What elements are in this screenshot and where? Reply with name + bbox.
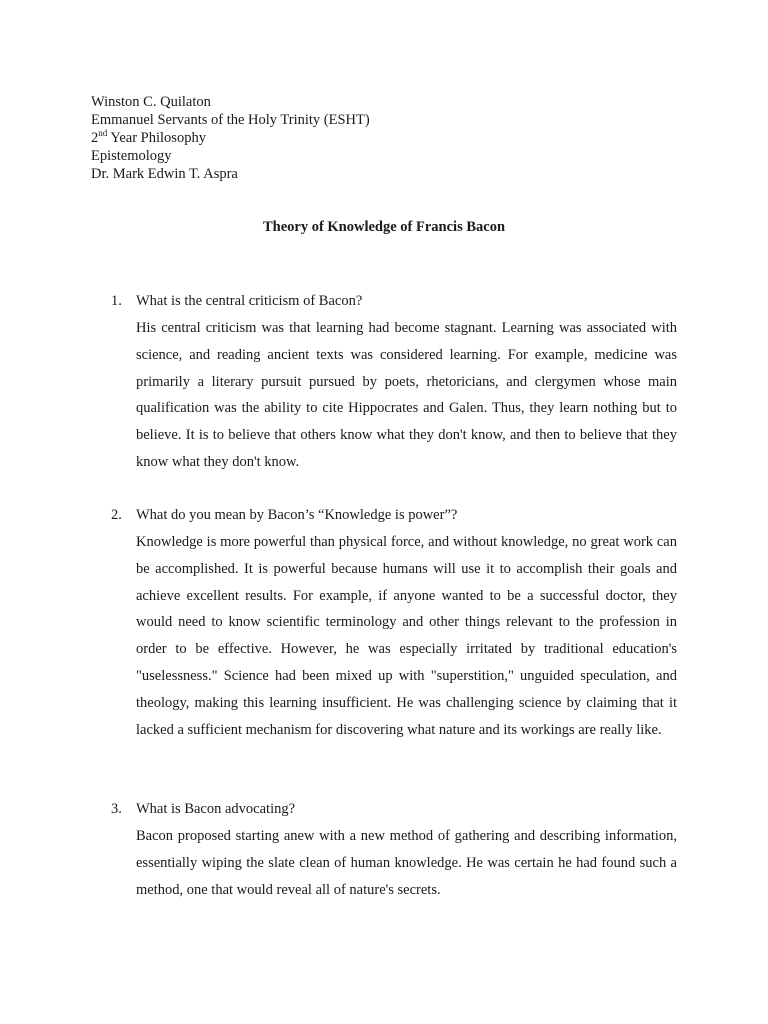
course-name: Epistemology	[91, 148, 172, 164]
question	[111, 505, 677, 525]
question	[111, 799, 677, 819]
year-level	[91, 129, 370, 147]
question-number: 3.	[111, 801, 122, 817]
year-ordinal-suffix: nd	[98, 128, 108, 139]
year-number: 2	[91, 130, 99, 146]
instructor-name: Dr. Mark Edwin T. Aspra	[91, 166, 238, 182]
question-text: What is Bacon advocating?	[136, 801, 296, 817]
author-name: Winston C. Quilaton	[91, 94, 211, 110]
answer-text: His central criticism was that learning had become stagnant. Learning was associated with science, and reading ancient texts was considered learning. For example, medicine was primarily a literary pursuit pursued by poets, rhetoricians, and clergymen whose main qualification was the ability to cite Hippocrates and Galen. Thus, they learn nothing but to believe. It is to believe that others know what they don't know, and then to believe that they know what they don't know.	[136, 320, 677, 470]
question-number: 2.	[111, 507, 122, 523]
question-item	[111, 291, 677, 476]
question-text: What do you mean by Bacon’s “Knowledge is power”?	[136, 507, 458, 523]
question-text: What is the central criticism of Bacon?	[136, 293, 363, 309]
answer-text: Bacon proposed starting anew with a new method of gathering and describing information, essentially wiping the slate clean of human knowledge. He was certain he had found such a method, one that would reveal all of nature's secrets.	[136, 828, 677, 898]
document-title: Theory of Knowledge of Francis Bacon	[262, 219, 506, 235]
institution-name: Emmanuel Servants of the Holy Trinity (ESHT)	[91, 112, 370, 128]
question	[111, 291, 677, 311]
answer-text: Knowledge is more powerful than physical force, and without knowledge, no great work can be accomplished. It is powerful because humans will use it to accomplish their goals and achieve excellent results. For example, if anyone wanted to be a successful doctor, they would need to know scientific terminology and other things relevant to the profession in order to be effective. However, he was especially irritated by traditional education's "uselessness." Science had been mixed up with "superstition," unguided speculation, and theology, making this learning insufficient. He was challenging science by claiming that it lacked a sufficient mechanism for discovering what nature and its workings are really like.	[136, 534, 677, 738]
question-item	[111, 505, 677, 743]
question-number: 1.	[111, 293, 122, 309]
question-item	[111, 799, 677, 903]
document-header	[91, 93, 370, 183]
year-program: Year Philosophy	[107, 130, 206, 146]
